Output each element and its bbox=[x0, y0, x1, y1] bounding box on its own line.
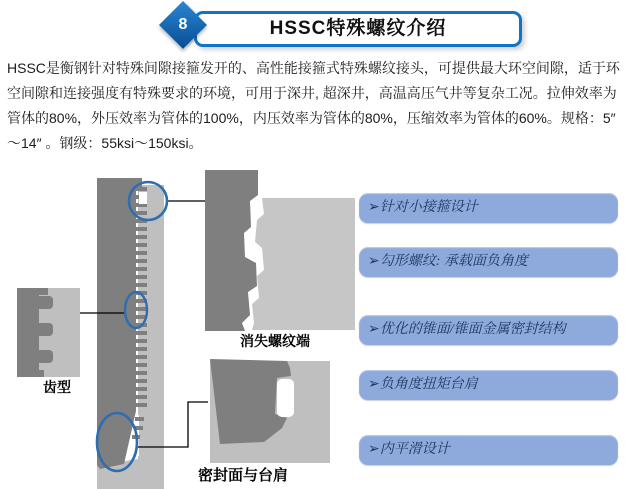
feature-box-small-coupling bbox=[359, 193, 618, 223]
feature-box-hook-thread bbox=[359, 247, 618, 277]
tooth-profile-detail bbox=[17, 288, 80, 377]
tooth bbox=[36, 350, 53, 363]
vanishing-pin-shape bbox=[205, 170, 258, 331]
tooth bbox=[36, 323, 53, 336]
tooth-partial-bottom bbox=[17, 370, 44, 377]
feature-box-metal-seal bbox=[359, 315, 618, 345]
label-tooth-profile: 齿型 bbox=[43, 379, 71, 395]
center-cross-section bbox=[97, 178, 164, 489]
tooth-slab bbox=[17, 288, 39, 377]
feature-text: ➢勾形螺纹: 承载面负角度 bbox=[368, 254, 528, 269]
vanishing-thread-detail bbox=[205, 170, 355, 331]
vanishing-box-shape bbox=[252, 198, 355, 330]
feature-text: ➢负角度扭矩台肩 bbox=[368, 377, 478, 392]
tooth bbox=[36, 296, 53, 309]
intro-paragraph: HSSC是衡钢针对特殊间隙接箍发开的、高性能接箍式特殊螺纹接头，可提供最大环空间隙，适于环空间隙和连接强度有特殊要求的环境，可用于深井, 超深井，高温高压气井等复杂工况。拉伸效率为管体的80%，外压效率为管体的100%，内压效率为管体的80%，压缩效率为管体的60%。规格：5″ ～14″ 。钢级：55ksi～150ksi。 bbox=[7, 60, 620, 151]
feature-box-smooth-bore bbox=[359, 435, 618, 465]
label-vanishing-thread: 消失螺纹端 bbox=[240, 333, 310, 349]
seal-shoulder-detail bbox=[210, 359, 330, 463]
thread-diagram bbox=[0, 165, 360, 489]
label-seal-shoulder: 密封面与台肩 bbox=[197, 467, 288, 484]
fading-tooth bbox=[135, 417, 144, 421]
feature-text: ➢优化的锥面/锥面金属密封结构 bbox=[368, 322, 566, 337]
feature-box-torque-shoulder bbox=[359, 370, 618, 400]
slide-title: HSSC特殊螺纹介绍 bbox=[269, 18, 447, 39]
vanishing-notch bbox=[139, 192, 147, 204]
feature-text: ➢针对小接箍设计 bbox=[368, 200, 478, 215]
feature-text: ➢内平滑设计 bbox=[368, 442, 450, 457]
slide-title-banner bbox=[194, 11, 522, 47]
tooth-partial-top bbox=[17, 288, 48, 295]
section-number: 8 bbox=[178, 16, 188, 33]
seal-notch bbox=[277, 379, 294, 417]
